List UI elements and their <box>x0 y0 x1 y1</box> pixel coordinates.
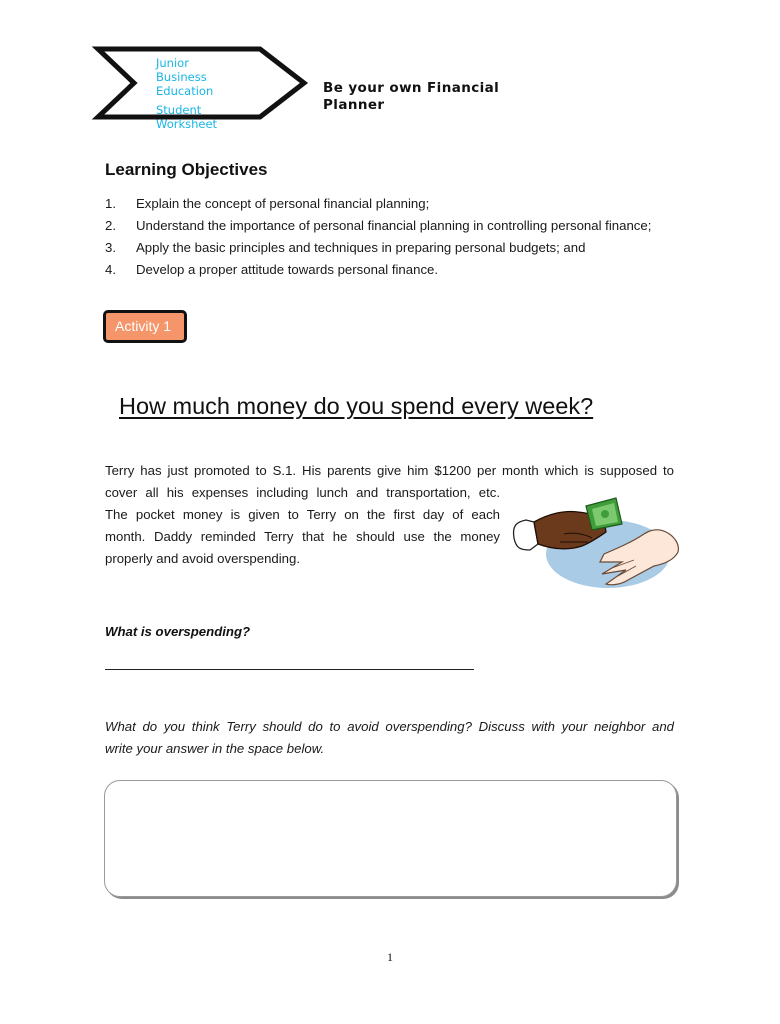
answer-box[interactable] <box>104 780 677 897</box>
objective-number: 1. <box>105 196 116 211</box>
activity-badge: Activity 1 <box>103 310 187 343</box>
story-line: Terry has just promoted to S.1. His parents give him $1200 per month which is supposed to <box>105 463 674 478</box>
banner-text-worksheet: Worksheet <box>156 117 218 131</box>
objective-item <box>105 193 429 215</box>
page-number: 1 <box>387 950 393 964</box>
objective-item <box>105 259 438 281</box>
objective-item <box>105 237 585 259</box>
objective-text: Understand the importance of personal financial planning in controlling personal finance; <box>136 218 652 233</box>
story-line: properly and avoid overspending. <box>105 551 301 566</box>
objective-text: Develop a proper attitude towards personal finance. <box>136 262 439 277</box>
worksheet-title: Be your own Financial Planner <box>323 80 500 113</box>
banner-text-junior: Junior <box>156 56 189 70</box>
question-overspending: What is overspending? <box>105 624 251 639</box>
question-avoid-overspending-line: write your answer in the space below. <box>105 741 325 756</box>
objective-text: Apply the basic principles and techniques in preparing personal budgets; and <box>136 240 586 255</box>
activity-title: How much money do you spend every week? <box>119 393 594 419</box>
banner-text-student: Student <box>156 103 202 117</box>
money-hands-clipart <box>508 492 684 590</box>
objective-number: 4. <box>105 262 116 277</box>
story-line: month. Daddy reminded Terry that he should use the money <box>105 529 500 544</box>
objective-number: 2. <box>105 218 116 233</box>
banner-text-education: Education <box>156 84 214 98</box>
story-line: cover all his expenses including lunch and transportation, etc. <box>105 485 500 500</box>
objective-item <box>105 215 651 237</box>
banner-text-business: Business <box>156 70 207 84</box>
answer-line[interactable] <box>105 669 474 670</box>
objectives-heading: Learning Objectives <box>105 160 268 179</box>
objective-number: 3. <box>105 240 116 255</box>
objective-text: Explain the concept of personal financial planning; <box>136 196 430 211</box>
question-avoid-overspending-line: What do you think Terry should do to avoid overspending? Discuss with your neighbor and <box>105 719 674 734</box>
story-line: The pocket money is given to Terry on the first day of each <box>105 507 500 522</box>
